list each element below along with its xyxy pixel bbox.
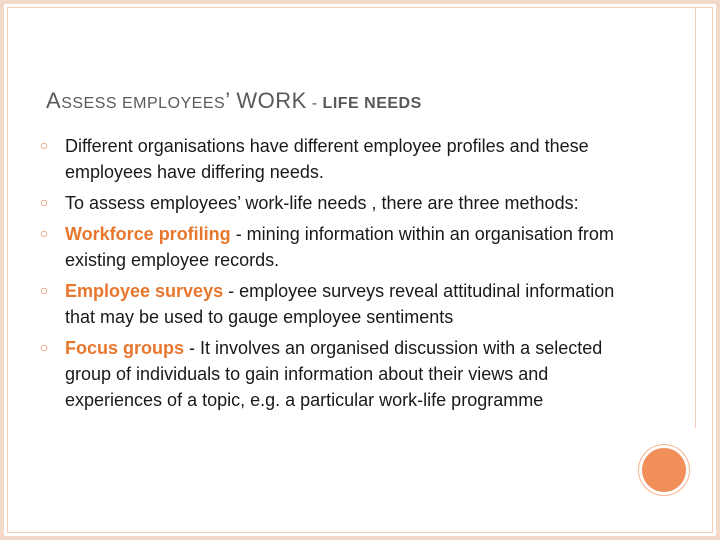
list-item: [40, 190, 620, 216]
bullet-term: Workforce profiling: [65, 224, 231, 244]
circle-bullet-icon: ○: [40, 339, 49, 355]
bullet-text: - It involves an organised discussion with a selected group of individuals to gain information about their views and experiences of a topic, e.g. a particular work-life programme: [65, 338, 603, 410]
bullet-term: Focus groups: [65, 338, 185, 358]
bullet-text: To assess employees’ work-life needs , there are three methods:: [65, 193, 579, 213]
circle-bullet-icon: ○: [40, 194, 49, 210]
bullet-list: [40, 133, 620, 418]
list-item: [40, 278, 620, 330]
circle-bullet-icon: ○: [40, 225, 49, 241]
title-part-1-rest: SSESS EMPLOYEES: [61, 95, 226, 112]
bullet-text: - employee surveys reveal attitudinal information that may be used to gauge employee sentiments: [65, 281, 615, 327]
title-part-4: LIFE NEEDS: [322, 95, 422, 112]
title-part-1-cap: A: [46, 88, 62, 113]
circle-bullet-icon: ○: [40, 137, 49, 153]
list-item: [40, 221, 620, 273]
bullet-text: - mining information within an organisation from existing employee records.: [65, 224, 614, 270]
circle-bullet-icon: ○: [40, 282, 49, 298]
bullet-term: Employee surveys: [65, 281, 224, 301]
slide-title: [46, 88, 422, 114]
title-part-3: -: [306, 95, 323, 112]
side-divider-line: [695, 8, 696, 428]
bullet-text: Different organisations have different employee profiles and these employees have differing needs.: [65, 136, 589, 182]
title-part-2: ’ WORK: [225, 88, 307, 113]
list-item: [40, 335, 620, 413]
decorative-orange-circle: [642, 448, 686, 492]
list-item: [40, 133, 620, 185]
